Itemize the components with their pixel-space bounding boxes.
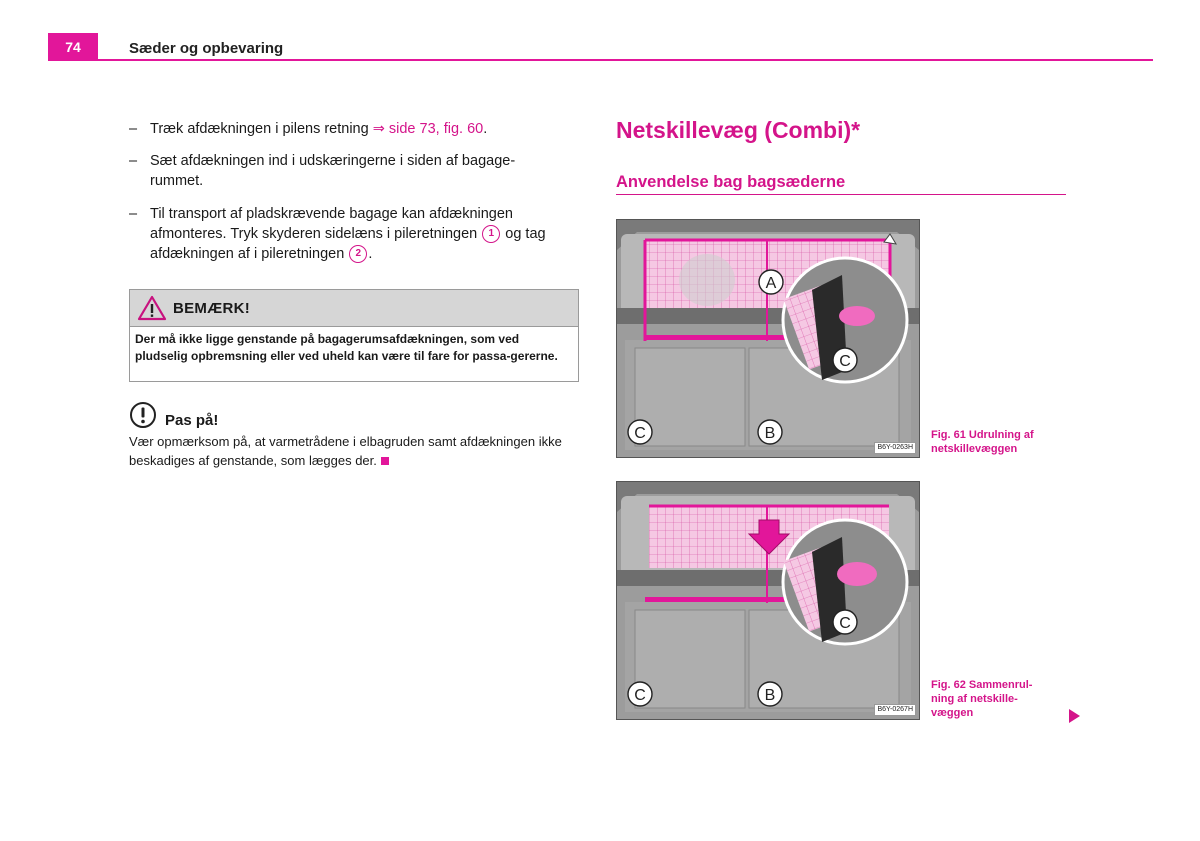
label-b: B <box>764 687 776 704</box>
figure-code: B6Y-0263H <box>874 442 916 454</box>
bullet-item <box>129 204 579 264</box>
step-number-1: 1 <box>482 225 500 243</box>
bullet-text-line: afdækningen af i pileretningen <box>150 246 349 262</box>
bullet-item <box>129 151 579 191</box>
label-a: A <box>765 275 777 292</box>
warning-box <box>129 289 579 382</box>
chapter-title: Sæder og opbevaring <box>129 40 284 57</box>
subsection-title: Anvendelse bag bagsæderne <box>616 173 846 191</box>
caption-line: væggen <box>931 707 974 719</box>
caption-line: Fig. 61 Udrulning af <box>931 429 1034 441</box>
bullet-dash: – <box>129 153 138 169</box>
caution-text <box>129 432 579 470</box>
caution-body: Vær opmærksom på, at varmetrådene i elbagruden samt afdækningen ikke beskadiges af genstande, som lægges der. <box>129 434 562 468</box>
warning-title: BEMÆRK! <box>173 299 251 317</box>
figure-61-image <box>616 219 920 458</box>
bullet-item <box>129 119 579 139</box>
label-c: C <box>634 425 646 442</box>
bullet-text-line: afmonteres. Tryk skyderen sidelæns i pileretningen <box>150 226 482 242</box>
page-number <box>48 33 98 61</box>
bullet-text: Træk afdækningen i pilens retning <box>150 121 373 137</box>
label-c: C <box>634 687 646 704</box>
figure-62-image <box>616 481 920 720</box>
caution-header <box>129 401 218 429</box>
figure-62-caption <box>931 678 1061 720</box>
warning-text: Der må ikke ligge genstande på bagagerumsafdækningen, som ved pludselig opbremsning eller ved uheld kan være til fare for passa-gererne. <box>135 332 558 363</box>
bullet-dash: – <box>129 206 138 222</box>
bullet-text-end: . <box>368 246 373 262</box>
caption-line: Fig. 62 Sammenrul- <box>931 679 1033 691</box>
bullet-text-line: Til transport af pladskrævende bagage kan afdækningen <box>150 206 513 222</box>
bullet-text-line: rummet. <box>150 173 204 189</box>
step-number-2: 2 <box>349 245 367 263</box>
bullet-text-line: og tag <box>501 226 546 242</box>
bullet-dash: – <box>129 121 138 137</box>
figure-61-caption <box>931 428 1061 456</box>
header-rule <box>48 59 1153 61</box>
bullet-text-end: . <box>483 121 488 137</box>
figure-code: B6Y-0267H <box>874 704 916 716</box>
label-b: B <box>764 425 776 442</box>
next-page-arrow-icon[interactable] <box>1069 709 1080 723</box>
subsection-rule <box>616 194 1066 195</box>
page-number-text: 74 <box>65 39 81 55</box>
warning-header <box>130 290 578 327</box>
bullet-text-line: Sæt afdækningen ind i udskæringerne i siden af bagage- <box>150 153 516 169</box>
caption-line: ning af netskille- <box>931 693 1018 705</box>
section-title: Netskillevæg (Combi)* <box>616 117 861 143</box>
warning-triangle-icon <box>137 295 167 321</box>
label-c: C <box>839 353 851 370</box>
cross-reference-link[interactable]: ⇒ side 73, fig. 60 <box>372 121 484 137</box>
cargo-net-illustration <box>617 482 919 719</box>
cargo-net-illustration <box>617 220 919 457</box>
label-c: C <box>839 615 851 632</box>
end-of-section-mark <box>381 457 389 465</box>
caution-title: Pas på! <box>165 411 219 429</box>
caption-line: netskillevæggen <box>931 443 1018 455</box>
caution-exclamation-icon <box>129 401 157 429</box>
